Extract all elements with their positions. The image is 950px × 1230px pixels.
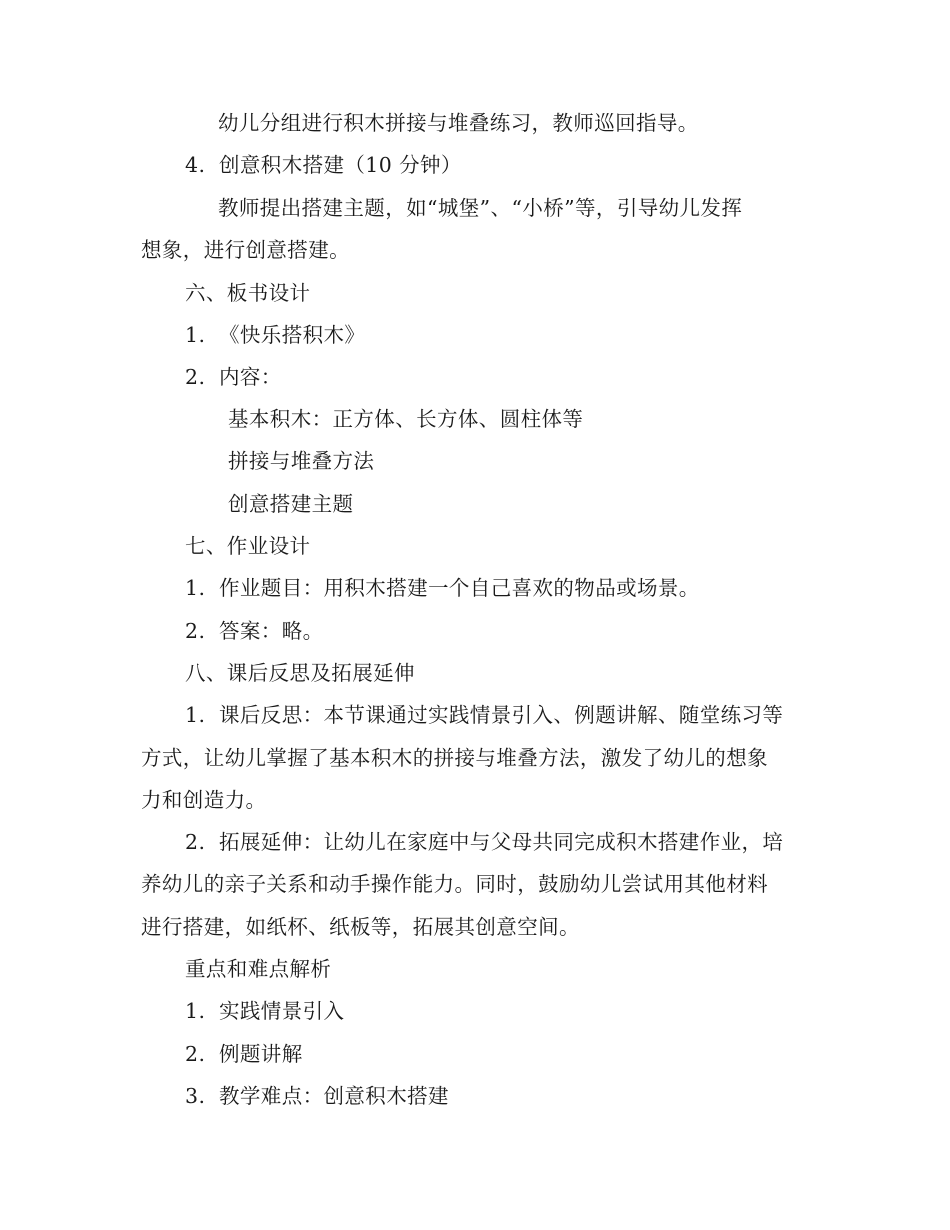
list-item [185,363,282,391]
item-number: 2. [185,365,206,389]
item-text: 《快乐搭积木》 [219,323,366,347]
list-item [185,617,324,645]
item-number: 1. [185,999,206,1023]
section-heading-reflection: 八、课后反思及拓展延伸 [185,661,415,685]
section-heading-homework: 七、作业设计 [185,534,311,558]
list-item [185,1082,449,1110]
item-text: 课后反思：本节课通过实践情景引入、例题讲解、随堂练习等 [219,703,784,727]
list-item [185,997,344,1025]
item-number: 4. [185,153,206,177]
list-item [185,321,365,349]
item-4-body-line-1: 教师提出搭建主题，如“城堡”、“小桥”等，引导幼儿发挥 [218,196,743,220]
item-number: 1. [185,576,206,600]
content-line: 创意搭建主题 [228,492,354,516]
list-item [185,574,700,602]
item-number: 3. [185,1084,206,1108]
content-line: 基本积木：正方体、长方体、圆柱体等 [228,407,584,431]
reflection-line-2: 方式，让幼儿掌握了基本积木的拼接与堆叠方法，激发了幼儿的想象 [141,746,768,770]
item-number: 1. [185,703,206,727]
item-text: 教学难点：创意积木搭建 [219,1084,449,1108]
item-text: 内容： [219,365,282,389]
item-text: 例题讲解 [219,1042,303,1066]
item-text: 拓展延伸：让幼儿在家庭中与父母共同完成积木搭建作业，培 [219,830,784,854]
reflection-line-1 [185,701,783,729]
reflection-line-3: 力和创造力。 [141,788,267,812]
item-number: 2. [185,1042,206,1066]
item-text: 实践情景引入 [219,999,345,1023]
item-text: 作业题目：用积木搭建一个自己喜欢的物品或场景。 [219,576,700,600]
content-line: 拼接与堆叠方法 [228,449,375,473]
item-4-title [185,151,462,179]
paragraph-continuation: 幼儿分组进行积木拼接与堆叠练习，教师巡回指导。 [218,111,699,135]
section-heading-board-design: 六、板书设计 [185,281,311,305]
section-heading-keypoints: 重点和难点解析 [185,957,332,981]
item-text: 答案：略。 [219,619,324,643]
list-item [185,1040,303,1068]
item-number: 2. [185,830,206,854]
item-4-body-line-2: 想象，进行创意搭建。 [141,238,350,262]
item-text: 创意积木搭建（10 分钟） [219,153,462,177]
item-number: 2. [185,619,206,643]
extension-line-1 [185,828,783,856]
item-number: 1. [185,323,206,347]
extension-line-3: 进行搭建，如纸杯、纸板等，拓展其创意空间。 [141,915,580,939]
extension-line-2: 养幼儿的亲子关系和动手操作能力。同时，鼓励幼儿尝试用其他材料 [141,872,768,896]
